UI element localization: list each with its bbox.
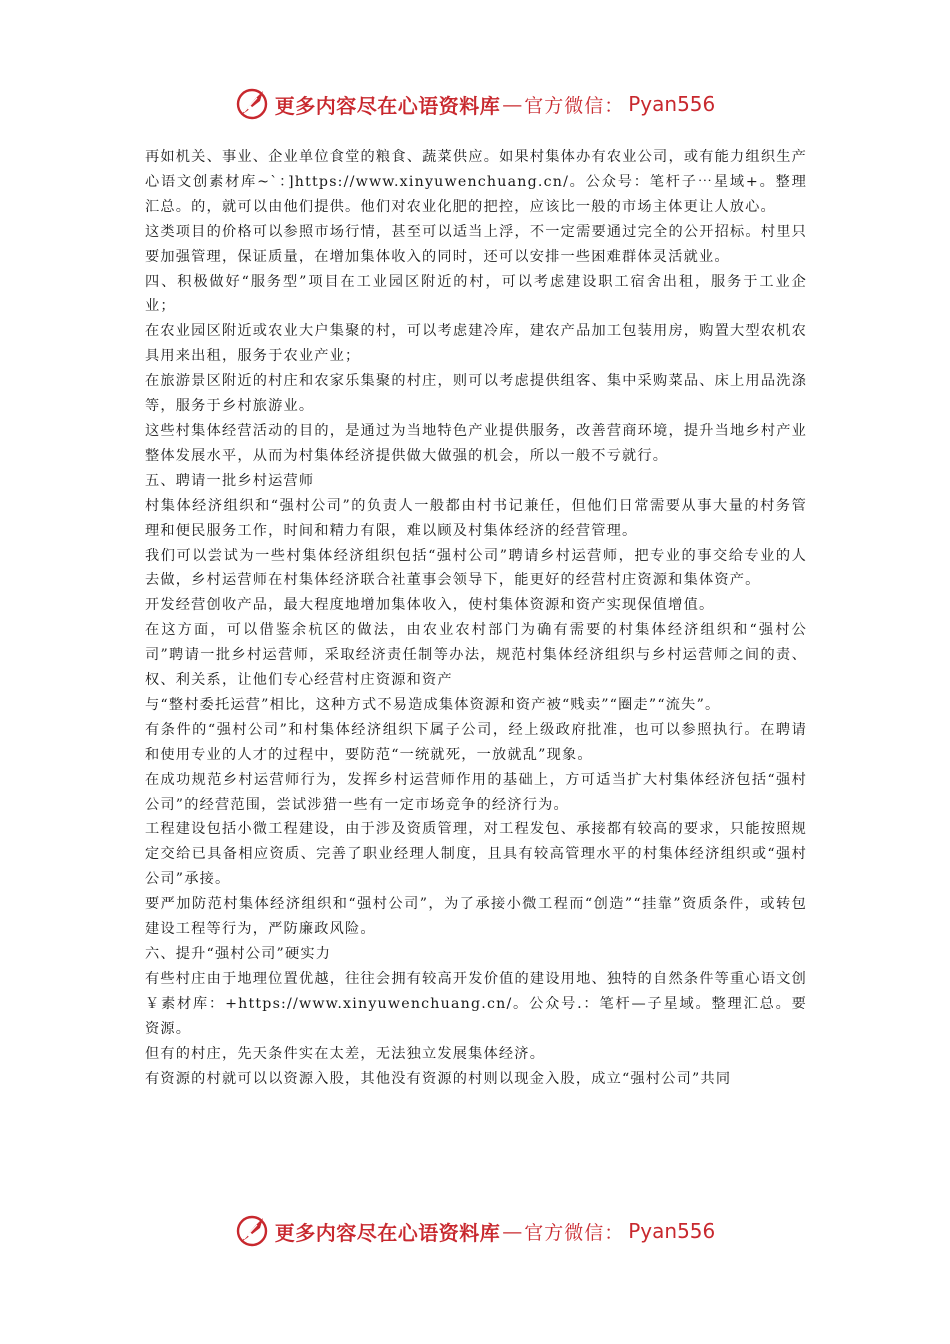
paragraph: 这些村集体经营活动的目的，是通过为当地特色产业提供服务，改善营商环境，提升当地乡村产业整体发展水平，从而为村集体经济提供做大做强的机会，所以一般不亏就行。 [145, 422, 807, 464]
banner-subtitle: 官方微信： [524, 94, 625, 117]
paragraph: 我们可以尝试为一些村集体经济组织包括“强村公司”聘请乡村运营师，把专业的事交给专业的人去做，乡村运营师在村集体经济联合社董事会领导下，能更好的经营村庄资源和集体资产。 [145, 547, 807, 589]
paragraph: 这类项目的价格可以参照市场行情，甚至可以适当上浮，不一定需要通过完全的公开招标。村里只要加强管理，保证质量，在增加集体收入的同时，还可以安排一些困难群体灵活就业。 [145, 223, 807, 265]
paragraph: 村集体经济组织和“强村公司”的负责人一般都由村书记兼任，但他们日常需要从事大量的村务管理和便民服务工作，时间和精力有限，难以顾及村集体经济的经营管理。 [145, 497, 807, 539]
paragraph: 要严加防范村集体经济组织和“强村公司”，为了承接小微工程而“创造”“挂靠”资质条件，或转包建设工程等行为，严防廉政风险。 [145, 896, 807, 938]
section-heading: 四、积极做好“服务型”项目在工业园区附近的村，可以考虑建设职工宿舍出租，服务于工业企业； [145, 273, 807, 315]
banner-account: Pyan556 [628, 1219, 716, 1243]
paragraph: 在旅游景区附近的村庄和农家乐集聚的村庄，则可以考虑提供组客、集中采购菜品、床上用品洗涤等，服务于乡村旅游业。 [145, 373, 807, 415]
document-body [145, 145, 807, 1091]
paragraph: 在农业园区附近或农业大户集聚的村，可以考虑建冷库，建农产品加工包装用房，购置大型农机农具用来出租，服务于农业产业； [145, 323, 807, 365]
paragraph: 与“整村委托运营”相比，这种方式不易造成集体资源和资产被“贱卖”“圈走”“流失”。 [145, 696, 721, 713]
section-heading: 五、聘请一批乡村运营师 [145, 472, 315, 489]
banner-dash: — [502, 92, 523, 116]
header-banner [0, 84, 950, 124]
paragraph: 在这方面，可以借鉴余杭区的做法，由农业农村部门为确有需要的村集体经济组织和“强村公司”聘请一批乡村运营师，采取经济责任制等办法，规范村集体经济组织与乡村运营师之间的责、权、利关系，让他们专心经营村庄资源和资产 [145, 622, 807, 689]
banner-title: 更多内容尽在心语资料库 [274, 1220, 501, 1245]
paragraph: 开发经营创收产品，最大程度地增加集体收入，使村集体资源和资产实现保值增值。 [145, 597, 715, 614]
paragraph: 有资源的村就可以以资源入股，其他没有资源的村则以现金入股，成立“强村公司”共同 [145, 1070, 732, 1087]
quill-pen-in-circle-icon [235, 87, 269, 121]
paragraph: 有些村庄由于地理位置优越，往往会拥有较高开发价值的建设用地、独特的自然条件等重心语文创￥素材库：+https://www.xinyuwenchuang.cn/。公众号.：笔杆—子星域。整理汇总。要资源。 [145, 970, 807, 1037]
quill-pen-in-circle-icon [235, 1214, 269, 1248]
footer-banner [0, 1211, 950, 1251]
banner-title: 更多内容尽在心语资料库 [274, 93, 501, 118]
section-heading: 六、提升“强村公司”硬实力 [145, 946, 332, 962]
paragraph: 工程建设包括小微工程建设，由于涉及资质管理，对工程发包、承接都有较高的要求，只能按照规定交给已具备相应资质、完善了职业经理人制度，且具有较高管理水平的村集体经济组织或“强村公司”承接。 [145, 821, 807, 888]
paragraph: 但有的村庄，先天条件实在太差，无法独立发展集体经济。 [145, 1045, 546, 1062]
banner-account: Pyan556 [628, 92, 716, 116]
paragraph: 有条件的“强村公司”和村集体经济组织下属子公司，经上级政府批准，也可以参照执行。在聘请和使用专业的人才的过程中，要防范“一统就死，一放就乱”现象。 [145, 721, 807, 763]
paragraph: 在成功规范乡村运营师行为，发挥乡村运营师作用的基础上，方可适当扩大村集体经济包括“强村公司”的经营范围，尝试涉猎一些有一定市场竞争的经济行为。 [145, 771, 807, 813]
banner-dash: — [502, 1219, 523, 1243]
banner-subtitle: 官方微信： [524, 1221, 625, 1244]
paragraph: 再如机关、事业、企业单位食堂的粮食、蔬菜供应。如果村集体办有农业公司，或有能力组织生产心语文创素材库~`：]https://www.xinyuwenchuang.cn/。公众号：笔杆子⋯星域+。整理汇总。的，就可以由他们提供。他们对农业化肥的把控，应该比一般的市场主体更让人放心。 [145, 149, 807, 215]
